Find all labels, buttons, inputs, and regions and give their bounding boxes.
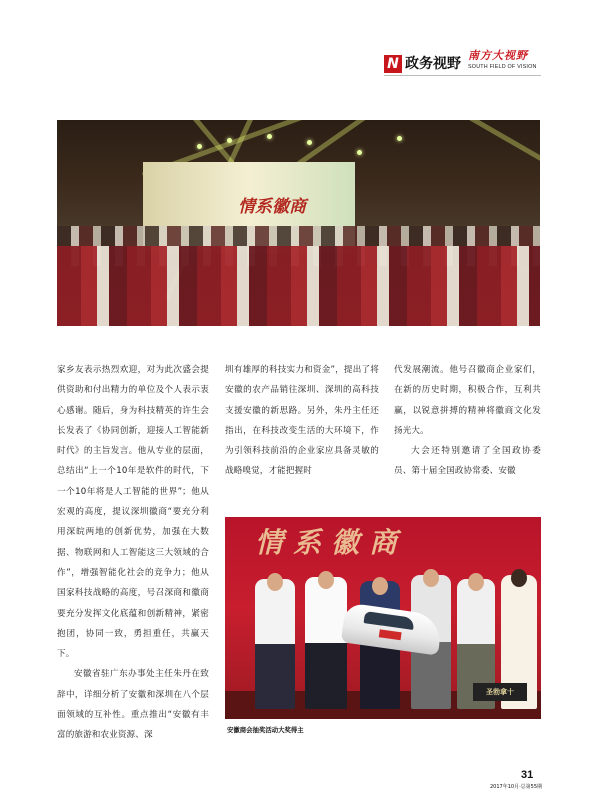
audience-front [57, 246, 540, 326]
person [305, 577, 347, 709]
section-title: 政务视野 [405, 56, 461, 72]
car-logo [379, 629, 402, 640]
article-column-3 [394, 360, 541, 482]
publication-name: 南方大视野 [468, 49, 528, 62]
stage-banner: 情系徽商 [255, 526, 408, 559]
photo-caption: 安徽商会抽奖活动大奖得主 [227, 726, 304, 734]
magazine-logo: N [384, 55, 402, 73]
section-header [384, 49, 542, 75]
stage-sign: 圣勃拿十 [473, 683, 527, 701]
paragraph: 家乡友表示热烈欢迎，对为此次盛会提供资助和付出精力的单位及个人表示衷心感谢。随后，身为科技精英的许生会长发表了《协同创新，迎接人工智能新时代》的主旨发言。他从专业的层面，总结出“上一个10年是软件的时代，下一个10年将是人工智能的世界”；他从宏观的高度，提议深圳徽商“要充分利用深皖两地的创新优势，加强在大数据、物联网和人工智能这三大领域的合作”，增强智能化社会的竞争力；他从国家科技战略的高度，号召深商和徽商要充分发挥文化底蕴和创新精神，紧密抱团，协同一致，勇担重任，共赢天下。 [57, 365, 209, 660]
publication-subtitle: SOUTH FIELD OF VISION [468, 64, 537, 70]
car-window [364, 611, 415, 630]
paragraph: 大会还特别邀请了全国政协委员、第十届全国政协常委、安徽 [394, 446, 541, 477]
issue-info: 2017年10月·总第55期 [490, 784, 543, 790]
stage-light [307, 140, 312, 145]
person-head [318, 571, 334, 589]
award-photo [225, 517, 541, 719]
stage-screen-text: 情系徽商 [238, 197, 306, 217]
header-divider [384, 75, 541, 76]
person-head [468, 573, 484, 591]
event-photo-top [57, 120, 540, 326]
stage-light [267, 134, 272, 139]
stage-light [357, 150, 362, 155]
person-head [511, 569, 527, 587]
article-column-2 [225, 360, 379, 482]
person-head [372, 577, 388, 595]
person [255, 579, 295, 709]
page-number: 31 [521, 769, 534, 781]
person-head [423, 569, 439, 587]
article-column-1 [57, 360, 209, 746]
person-head [267, 573, 283, 591]
stage-light [197, 144, 202, 149]
stage-light [397, 136, 402, 141]
light-beam [438, 120, 540, 212]
paragraph: 代发展潮流。他号召徽商企业家们，在新的历史时期，积极合作，互利共赢，以锐意拼搏的精神将徽商文化发扬光大。 [394, 365, 541, 436]
paragraph: 安徽省驻广东办事处主任朱丹在致辞中，详细分析了安徽和深圳在八个层面领域的互补性。重点推出“安徽有丰富的旅游和农业资源、深 [57, 669, 209, 741]
stage-light [227, 138, 232, 143]
paragraph: 圳有雄厚的科技实力和资金”，提出了将安徽的农产品销往深圳、深圳的高科技支援安徽的新思路。另外，朱丹主任还指出，在科技改变生活的大环境下，作为引领科技前沿的企业家应具备灵敏的战略嗅觉，才能把握时 [225, 365, 379, 477]
